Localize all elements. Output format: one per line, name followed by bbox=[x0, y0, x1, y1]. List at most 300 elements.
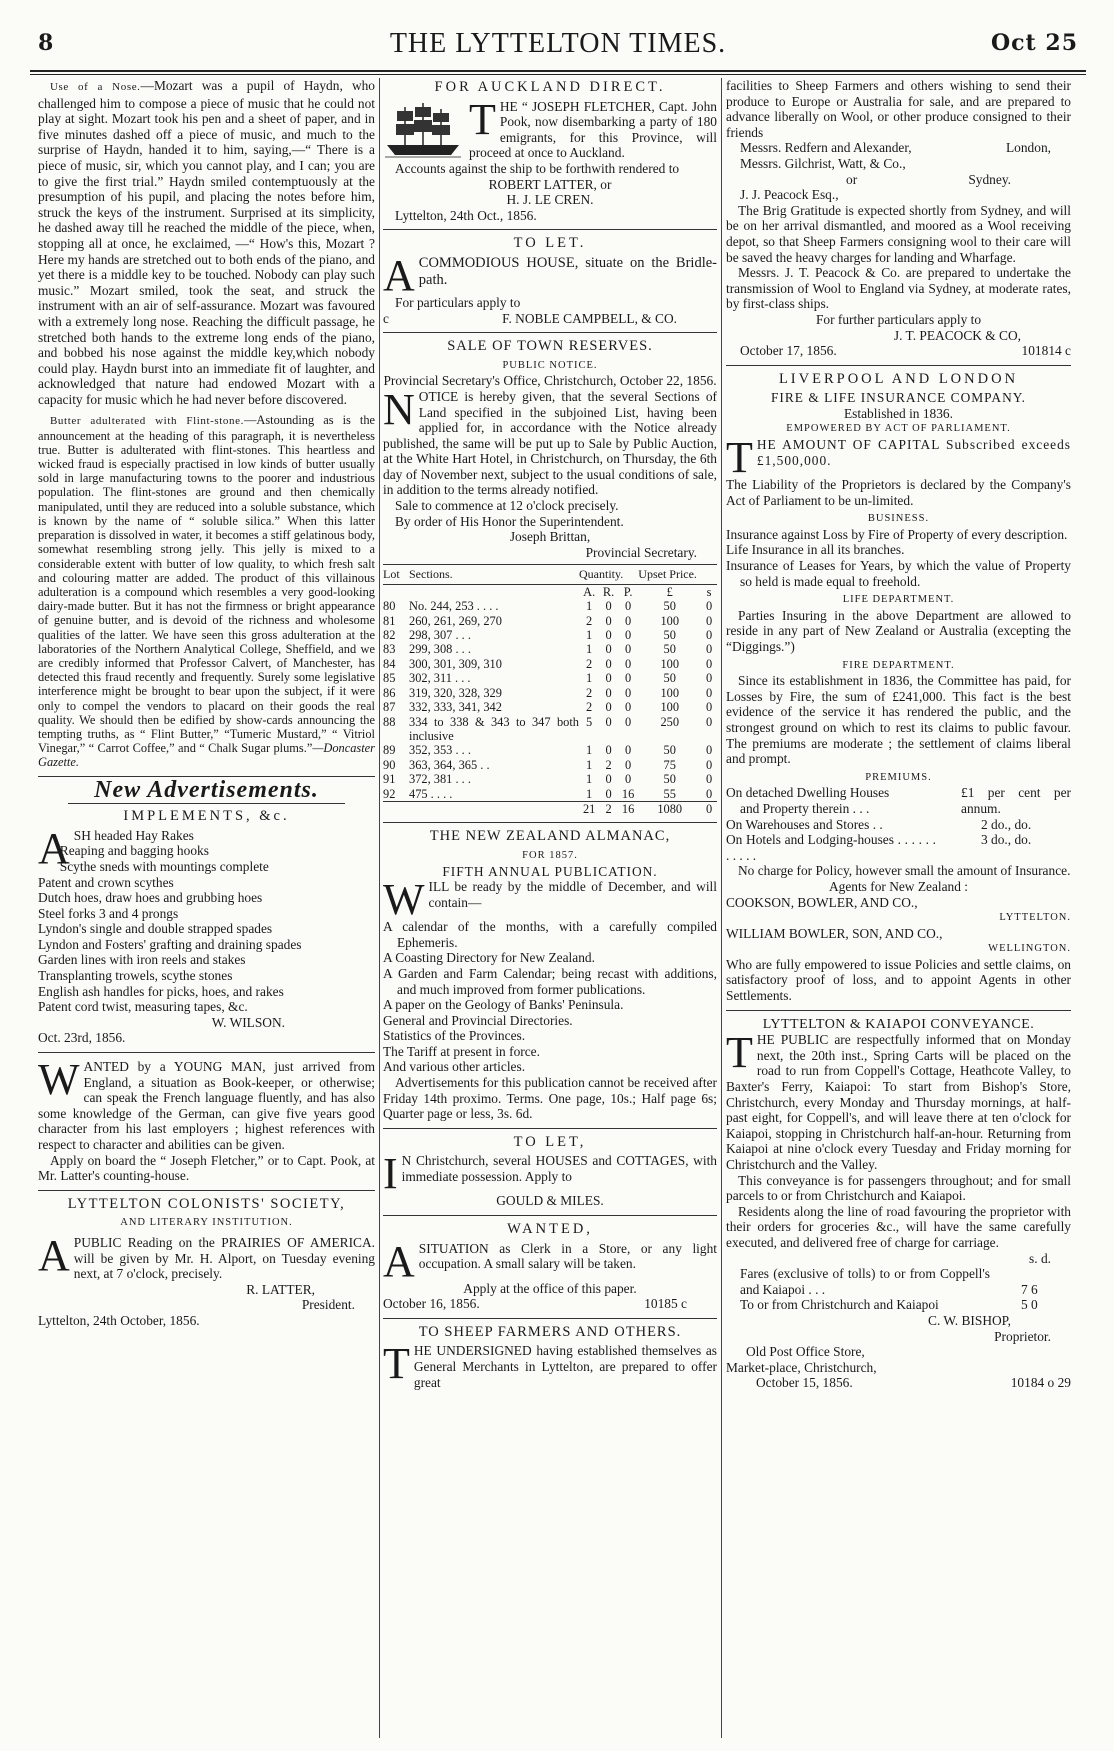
table-header: Upset Price. bbox=[638, 565, 717, 584]
advert-body: Agents for New Zealand : bbox=[828, 878, 969, 894]
advert-body: Residents along the line of road favouring the proprietor with their orders for groceries &c., will have the same carefully executed, and delivered free of charge for carriage. bbox=[726, 1203, 1071, 1250]
value-cell: 0 bbox=[625, 642, 632, 657]
almanac-item: A paper on the Geology of Banks' Peninsula. bbox=[383, 997, 624, 1013]
value-cell: 0 bbox=[605, 613, 612, 628]
advert-ref: 10184 o 29 bbox=[1010, 1375, 1071, 1391]
total-cell: 1080 bbox=[657, 801, 683, 816]
column-3 bbox=[726, 78, 1071, 1391]
value-cell: 0 bbox=[605, 656, 612, 671]
table-row bbox=[383, 700, 717, 714]
value-cell: 0 bbox=[705, 599, 713, 614]
insurance-advert bbox=[726, 372, 1071, 1004]
lot-cell: 80 bbox=[383, 599, 396, 614]
value-cell: 0 bbox=[605, 700, 612, 715]
auckland-advert bbox=[383, 80, 717, 223]
implements-list bbox=[38, 843, 375, 1015]
drop-cap: I bbox=[383, 1149, 398, 1199]
lot-cell: 85 bbox=[383, 671, 396, 686]
drop-cap: T bbox=[469, 94, 496, 144]
divider bbox=[726, 365, 1071, 366]
value-cell: 0 bbox=[625, 613, 632, 628]
unit-label: £ bbox=[666, 584, 673, 599]
implement-item: Lyndon and Fosters' grafting and draining spades bbox=[38, 936, 302, 952]
agent-city: London, bbox=[1005, 140, 1051, 156]
sheep-farmers-advert-continued bbox=[726, 78, 1071, 359]
almanac-item: A Garden and Farm Calendar; being recast with additions, and much improved from former publications. bbox=[383, 965, 717, 997]
value-cell: 0 bbox=[705, 613, 713, 628]
value-cell: 0 bbox=[625, 714, 632, 729]
value-cell: 0 bbox=[625, 757, 632, 772]
almanac-item: A calendar of the months, with a carefully compiled Ephemeris. bbox=[383, 919, 717, 950]
advert-body: PUBLIC Reading on the PRAIRIES OF AMERICA. will be given by Mr. H. Alport, on Tuesday evening next, at 7 o'clock, precisely. bbox=[73, 1234, 375, 1282]
value-cell: 0 bbox=[705, 642, 713, 657]
lots-table bbox=[383, 564, 717, 816]
advert-date: October 16, 1856. bbox=[383, 1296, 480, 1312]
implement-item: Dutch hoes, draw hoes and grubbing hoes bbox=[38, 890, 263, 906]
premium-rate: £1 per cent per annum. bbox=[961, 785, 1071, 816]
sections-cell: 260, 261, 269, 270 bbox=[409, 613, 502, 628]
drop-cap: W bbox=[383, 875, 425, 925]
lot-cell: 89 bbox=[383, 743, 396, 758]
business-item: Insurance against Loss by Fire of Property of every description. bbox=[726, 526, 1068, 542]
table-row bbox=[383, 772, 717, 786]
table-row bbox=[383, 787, 717, 802]
implement-item: Transplanting trowels, scythe stones bbox=[38, 968, 233, 984]
advert-signature: H. J. LE CREN. bbox=[506, 192, 594, 208]
article-body: —Astounding as is the announcement at the heading of this paragraph, it is nevertheless true. Butter is adulterated with flint-stones. This heartless and wicked fraud is especially practised in low kinds of butter usually sold in large manufacturing towns to the poorer and industrious population. The flint-stones are ground and then chemically manipulated, until they are reduced into a soluble substance, which is known by the name of “ soluble silica.” When this latter preparation is dissolved in water, it becomes a stiff gelatinous body, somewhat resembling strong jelly. This jelly is mixed to a considerable extent with butter of low quality, to which fresh salt and colouring matter are added. The product of this villainous adulteration is a compound which resembles a very good-looking dairy-made butter. But it has not the firmness or bright appearance of genuine butter, and is devoid of the richness and wholesome qualities of the latter. We have seen this gross adulteration at the laboratories of the Northern Analytical College, Sheffield, and we are credibly informed that Professor Calvert, of Manchester, has detected this fraud recently and frequently. Surely some legislative interference might be brought to bear upon the subject, if it were only to compel the vendors to placard on their goods the real quality. We should then be edified by show-cards announcing the tempting truths, as “ Flint Butter,” “Tumeric Mustard,” “ Vitriol Vinegar,” “ Carrot Coffee,” and “ Chalk Sugar plums.” bbox=[38, 413, 376, 756]
column-2 bbox=[383, 78, 717, 1390]
divider bbox=[38, 1052, 375, 1053]
value-cell: 0 bbox=[705, 714, 713, 729]
advert-subheading: AND LITERARY INSTITUTION. bbox=[120, 1217, 293, 1229]
premium-label: and Property therein . . . bbox=[740, 800, 870, 816]
value-cell: 0 bbox=[625, 743, 632, 758]
fare-label: To or from Christchurch and Kaiapoi bbox=[740, 1297, 939, 1313]
drop-cap: T bbox=[726, 1028, 753, 1078]
table-row bbox=[383, 614, 717, 628]
drop-cap: A bbox=[383, 250, 415, 300]
table-row bbox=[383, 715, 717, 744]
drop-cap: T bbox=[383, 1339, 410, 1389]
value-cell: 1 bbox=[586, 671, 593, 686]
value-cell: 0 bbox=[705, 656, 713, 671]
value-cell: 2 bbox=[586, 613, 593, 628]
lot-cell: 86 bbox=[383, 685, 396, 700]
value-cell: 100 bbox=[660, 700, 680, 715]
advert-body: No charge for Policy, however small the amount of Insurance. bbox=[738, 863, 1071, 879]
value-cell: 0 bbox=[625, 700, 632, 715]
advert-address: Market-place, Christchurch, bbox=[726, 1359, 877, 1375]
value-cell: 0 bbox=[605, 685, 612, 700]
value-cell: 0 bbox=[605, 628, 612, 643]
advert-signature: Joseph Brittan, bbox=[509, 529, 591, 545]
implement-item: English ash handles for picks, hoes, and rakes bbox=[38, 983, 284, 999]
sections-cell: 372, 381 . . . bbox=[409, 772, 471, 787]
value-cell: 0 bbox=[605, 642, 612, 657]
value-cell: 0 bbox=[625, 599, 632, 614]
advert-body: HE PUBLIC are respectfully informed that on Monday next, the 20th inst., Spring Carts will be placed on the road to run from Coppell's Cottage, Heathcote Valley, to Baxter's Ferry, Kaiapoi: To start from Bishop's Store, Christchurch, every Monday and Thursday mornings, at half-past eight, for Coppell's, and will leave there at ten o'clock for Kaiapoi, stopping in Christchurch half-an-hour. Returning from Kaiapoi at nine o'clock every Tuesday and Friday morning for Christchurch and the Valley. bbox=[726, 1032, 1071, 1172]
implement-item: Scythe sneds with mountings complete bbox=[59, 858, 269, 874]
agent-name: Messrs. Redfern and Alexander, bbox=[740, 140, 912, 156]
value-cell: 2 bbox=[586, 656, 593, 671]
issue-date: Oct 25 bbox=[991, 30, 1078, 56]
value-cell: 0 bbox=[605, 772, 612, 787]
advert-heading: TO SHEEP FARMERS AND OTHERS. bbox=[418, 1323, 682, 1340]
divider bbox=[383, 229, 717, 230]
value-cell: 0 bbox=[625, 628, 632, 643]
lots-table-body bbox=[383, 599, 717, 801]
business-item: Life Insurance in all its branches. bbox=[726, 542, 905, 558]
implement-item: Steel forks 3 and 4 prongs bbox=[38, 905, 179, 921]
advert-signature: C. W. BISHOP, bbox=[928, 1312, 1011, 1328]
advert-body: ANTED by a YOUNG MAN, just arrived from England, a situation as Book-keeper, or otherwise; can speak the French language fluently, and has also some knowledge of the German, can give five years good character from his last employers ; highest references with respect to character and abilities can be given. bbox=[38, 1059, 375, 1153]
business-item: Insurance of Leases for Years, by which the value of Property so held is made equal to freehold. bbox=[726, 558, 1071, 589]
sections-cell: 334 to 338 & 343 to 347 both inclusive bbox=[409, 714, 579, 743]
drop-cap: A bbox=[383, 1236, 415, 1286]
advert-body: HE UNDERSIGNED having established themselves as General Merchants in Lyttelton, are prepared to offer great bbox=[413, 1343, 717, 1390]
almanac-item: The Tariff at present in force. bbox=[383, 1043, 540, 1059]
almanac-item: A Coasting Directory for New Zealand. bbox=[383, 950, 595, 966]
advert-body: For further particulars apply to bbox=[815, 311, 982, 327]
divider bbox=[383, 822, 717, 823]
implements-advert bbox=[38, 809, 375, 1046]
lot-cell: 88 bbox=[383, 714, 396, 729]
value-cell: 0 bbox=[705, 628, 713, 643]
lot-cell: 82 bbox=[383, 628, 396, 643]
implement-item: Lyndon's single and double strapped spades bbox=[38, 921, 273, 937]
value-cell: 250 bbox=[660, 714, 680, 729]
ship-icon bbox=[383, 99, 463, 161]
advert-body: HE “ JOSEPH FLETCHER, Capt. John Pook, now disembarking a party of 180 emigrants, for this Province, will proceed at once to Auckland. bbox=[469, 98, 717, 161]
table-row bbox=[383, 743, 717, 757]
lot-cell: 81 bbox=[383, 613, 396, 628]
almanac-item: General and Provincial Directories. bbox=[383, 1012, 573, 1028]
drop-cap: A bbox=[38, 823, 70, 873]
advert-body: HE AMOUNT OF CAPITAL Subscribed exceeds £1,500,000. bbox=[756, 437, 1071, 468]
unit-label: A. bbox=[583, 584, 596, 599]
value-cell: 50 bbox=[663, 628, 676, 643]
value-cell: 0 bbox=[705, 700, 713, 715]
total-cell: 2 bbox=[605, 801, 612, 816]
value-cell: 5 bbox=[586, 714, 593, 729]
value-cell: 1 bbox=[586, 757, 593, 772]
implement-item: Patent cord twist, measuring tapes, &c. bbox=[38, 999, 248, 1015]
value-cell: 100 bbox=[660, 656, 680, 671]
premium-rate: 3 do., do. bbox=[981, 832, 1032, 848]
value-cell: 0 bbox=[625, 671, 632, 686]
divider bbox=[383, 1318, 717, 1319]
sheep-farmers-advert bbox=[383, 1325, 717, 1390]
value-cell: 2 bbox=[586, 685, 593, 700]
sections-cell: 475 . . . . bbox=[409, 786, 453, 801]
premium-label: On Hotels and Lodging-houses . . . . . . . . . . . bbox=[726, 832, 936, 863]
drop-cap: A bbox=[38, 1230, 70, 1280]
lot-cell: 90 bbox=[383, 757, 396, 772]
advert-item: SH headed Hay Rakes bbox=[73, 827, 194, 843]
implement-item: Reaping and bagging hooks bbox=[59, 843, 209, 859]
advert-subheading: LIFE DEPARTMENT. bbox=[842, 594, 955, 606]
divider bbox=[383, 1128, 717, 1129]
value-cell: 0 bbox=[705, 743, 713, 758]
total-cell: 0 bbox=[705, 801, 713, 816]
advert-body: facilities to Sheep Farmers and others wishing to send their produce to Europe or Australia for sale, and are prepared to advance liberally on Wool, or other produce consigned to their friends bbox=[726, 78, 1071, 140]
table-row bbox=[383, 686, 717, 700]
value-cell: 0 bbox=[605, 786, 612, 801]
value-cell: 50 bbox=[663, 671, 676, 686]
value-cell: 0 bbox=[625, 685, 632, 700]
advert-heading: LYTTELTON COLONISTS' SOCIETY, bbox=[67, 1195, 346, 1212]
value-cell: 1 bbox=[586, 786, 593, 801]
sections-cell: No. 244, 253 . . . . bbox=[409, 599, 499, 614]
advert-role: President. bbox=[301, 1297, 355, 1313]
advert-subheading: FOR 1857. bbox=[522, 849, 578, 861]
value-cell: 0 bbox=[605, 599, 612, 614]
advert-role: Proprietor. bbox=[994, 1328, 1051, 1344]
value-cell: 1 bbox=[586, 772, 593, 787]
value-cell: 0 bbox=[705, 786, 713, 801]
advert-body: COMMODIOUS HOUSE, situate on the Bridle-path. bbox=[418, 254, 717, 288]
advert-body: The Liability of the Proprietors is declared by the Company's Act of Parliament to be un-limited. bbox=[726, 477, 1071, 508]
fare-value: 5 0 bbox=[1021, 1297, 1038, 1313]
advert-mark: c bbox=[383, 310, 389, 326]
advert-body: Advertisements for this publication cannot be received after Friday 14th proximo. Terms. One page, 10s.; Half page 6s; Quarter page or less, 3s. 6d. bbox=[383, 1075, 717, 1122]
unit-label: R. bbox=[602, 584, 615, 599]
advert-body: Who are fully empowered to issue Policies and settle claims, on satisfactory proof of loss, and to appoint Agents in other Settlements. bbox=[726, 956, 1071, 1004]
value-cell: 0 bbox=[625, 772, 632, 787]
sections-cell: 363, 364, 365 . . bbox=[409, 757, 490, 772]
agent-name: COOKSON, BOWLER, AND CO., bbox=[726, 894, 918, 910]
agent-name: WILLIAM BOWLER, SON, AND CO., bbox=[726, 925, 943, 941]
value-cell: 0 bbox=[705, 671, 713, 686]
table-header: Sections. bbox=[409, 565, 579, 584]
advert-ref: 101814 c bbox=[1021, 343, 1071, 359]
agent-city: WELLINGTON. bbox=[988, 943, 1071, 955]
advert-body: SITUATION as Clerk in a Store, or any light occupation. A small salary will be taken. bbox=[418, 1240, 717, 1272]
value-cell: 2 bbox=[605, 757, 612, 772]
advert-address: Old Post Office Store, bbox=[746, 1344, 865, 1360]
divider bbox=[38, 1190, 375, 1191]
advert-date: October 15, 1856. bbox=[756, 1375, 853, 1391]
advert-heading: LIVERPOOL AND LONDON bbox=[778, 370, 1019, 387]
total-cell: 16 bbox=[621, 801, 635, 816]
table-row bbox=[383, 628, 717, 642]
advert-subheading: PUBLIC NOTICE. bbox=[502, 359, 598, 371]
value-cell: 0 bbox=[705, 757, 713, 772]
value-cell: 0 bbox=[605, 714, 612, 729]
sections-cell: 319, 320, 328, 329 bbox=[409, 685, 502, 700]
advert-body: OTICE is hereby given, that the several Sections of Land specified in the subjoined List, having been applied for, in accordance with the Notice already published, the same will be put up to Sale by Public Auction, at the White Hart Hotel, in Christchurch, on Thursday, the 6th day of November next, subject to the usual conditions of sale, in addition to the terms already notified. bbox=[383, 388, 717, 498]
advert-heading: FOR AUCKLAND DIRECT. bbox=[434, 79, 666, 95]
article-body: —Mozart was a pupil of Haydn, who challenged him to compose a piece of music that he could not play at sight. Mozart took his pen and a sheet of paper, and in five minutes dashed off a piece of music, and much to the surprise of Haydn, handed it to him, saying,—“ There is a piece of music, sir, which you cannot play, and I can; you are to give the first trial.” Haydn smiled contemptuously at the presumption of his pupil, and placing the notes before him, struck the keys of the instrument. Surprised at its simplicity, he dashed away till he reached the middle of the piece, when, stopping all at once, he exclaimed, —“ How's this, Mozart ? Here my hands are stretched out to both ends of the piano, and yet there is a middle key to be touched. Nobody can play such music.” Mozart smiled, took the seat, and struck the instrument with an air of self-assurance. Mozart was favoured with a extremely long nose. Reaching the difficult passage, he stretched both hands to the extreme long ends of the piano, and bobbed his nose against the middle key,which nobody could play. Haydn burst into an immediate fit of laughter, and acknowledged that nature had endowed Mozart with a capacity for music which he had never before discovered. bbox=[38, 78, 375, 407]
value-cell: 0 bbox=[705, 685, 713, 700]
agent-city: LYTTELTON. bbox=[999, 912, 1071, 924]
divider bbox=[68, 803, 345, 804]
table-row bbox=[383, 758, 717, 772]
value-cell: 50 bbox=[663, 772, 676, 787]
table-header: Quantity. bbox=[579, 565, 638, 584]
wanted-clerk-advert bbox=[383, 1222, 717, 1312]
value-cell: 0 bbox=[705, 772, 713, 787]
value-cell: 0 bbox=[605, 743, 612, 758]
header-rule-thin bbox=[30, 74, 1086, 75]
divider bbox=[383, 332, 717, 333]
lot-cell: 92 bbox=[383, 786, 396, 801]
sections-cell: 302, 311 . . . bbox=[409, 671, 471, 686]
butter-article bbox=[38, 413, 375, 769]
advert-body: By order of His Honor the Superintendent. bbox=[395, 513, 624, 529]
article-source: —Doncaster Gazette. bbox=[38, 741, 375, 770]
value-cell: 50 bbox=[663, 599, 676, 614]
unit-label: P. bbox=[623, 584, 633, 599]
premium-label: On Warehouses and Stores . . bbox=[726, 816, 883, 832]
advert-signature: F. NOBLE CAMPBELL, & CO. bbox=[502, 310, 677, 326]
value-cell: 55 bbox=[663, 786, 676, 801]
column-1 bbox=[38, 78, 375, 1329]
newspaper-title: THE LYTTELTON TIMES. bbox=[389, 28, 727, 59]
premium-rate: 2 do., do. bbox=[981, 816, 1032, 832]
advert-heading: TO LET. bbox=[513, 235, 587, 252]
almanac-item: Statistics of the Provinces. bbox=[383, 1028, 526, 1044]
fare-value: 7 6 bbox=[1021, 1281, 1038, 1297]
advert-date: Oct. 23rd, 1856. bbox=[38, 1030, 126, 1046]
advert-heading: LYTTELTON & KAIAPOI CONVEYANCE. bbox=[762, 1016, 1035, 1032]
value-cell: 0 bbox=[625, 656, 632, 671]
agent-name: Messrs. Gilchrist, Watt, & Co., bbox=[740, 155, 906, 171]
advert-date: Lyttelton, 24th Oct., 1856. bbox=[395, 207, 537, 223]
advert-body: N Christchurch, several HOUSES and COTTAGES, with immediate possession. Apply to bbox=[401, 1153, 717, 1185]
value-cell: 50 bbox=[663, 743, 676, 758]
divider bbox=[383, 1215, 717, 1216]
value-cell: 1 bbox=[586, 628, 593, 643]
advert-heading: FIRE & LIFE INSURANCE COMPANY. bbox=[770, 390, 1027, 406]
column-divider bbox=[721, 78, 722, 1738]
advert-body: Apply at the office of this paper. bbox=[463, 1280, 637, 1296]
almanac-advert bbox=[383, 829, 717, 1122]
table-row bbox=[383, 671, 717, 685]
advert-body: Parties Insuring in the above Department are allowed to reside in any part of New Zealand or Australia (excepting the “Diggings.”) bbox=[726, 607, 1071, 654]
advert-date: Lyttelton, 24th October, 1856. bbox=[38, 1312, 200, 1328]
advert-signature: W. WILSON. bbox=[211, 1014, 285, 1030]
premium-label: On detached Dwelling Houses bbox=[726, 785, 890, 801]
advert-subheading: FIRE DEPARTMENT. bbox=[842, 659, 955, 671]
advert-office: Provincial Secretary's Office, Christchurch, October 22, 1856. bbox=[383, 373, 717, 389]
advert-body: For particulars apply to bbox=[395, 294, 521, 310]
header-rule bbox=[30, 70, 1086, 72]
sections-cell: 300, 301, 309, 310 bbox=[409, 656, 502, 671]
implement-item: Patent and crown scythes bbox=[38, 874, 174, 890]
mozart-article bbox=[38, 78, 375, 407]
value-cell: 75 bbox=[663, 757, 676, 772]
almanac-contents-list bbox=[383, 919, 717, 1075]
advert-heading: TO LET, bbox=[513, 1133, 587, 1150]
advert-subheading: EMPOWERED BY ACT OF PARLIAMENT. bbox=[786, 423, 1011, 435]
table-header: Lot bbox=[383, 565, 409, 584]
value-cell: 100 bbox=[660, 685, 680, 700]
lot-cell: 87 bbox=[383, 700, 396, 715]
drop-cap: W bbox=[38, 1055, 80, 1105]
agent-or: or bbox=[846, 171, 858, 187]
conveyance-advert bbox=[726, 1017, 1071, 1391]
sections-cell: 352, 353 . . . bbox=[409, 743, 471, 758]
advert-heading: WANTED, bbox=[507, 1221, 593, 1238]
sections-cell: 332, 333, 341, 342 bbox=[409, 700, 502, 715]
almanac-item: And various other articles. bbox=[383, 1059, 526, 1075]
section-heading: New Advertisements. bbox=[94, 776, 319, 803]
advert-body: This conveyance is for passengers throughout; and for small parcels to or from Christchurch and Kaiapoi. bbox=[726, 1172, 1071, 1204]
lot-cell: 91 bbox=[383, 772, 396, 787]
advert-body: Sale to commence at 12 o'clock precisely. bbox=[395, 498, 619, 514]
advert-subheading: BUSINESS. bbox=[867, 513, 930, 525]
fare-units: s. d. bbox=[1029, 1250, 1051, 1266]
to-let-houses-advert bbox=[383, 1135, 717, 1209]
masthead bbox=[30, 24, 1086, 64]
advert-subheading: FIFTH ANNUAL PUBLICATION. bbox=[442, 863, 658, 879]
value-cell: 0 bbox=[605, 671, 612, 686]
value-cell: 16 bbox=[621, 786, 635, 801]
value-cell: 1 bbox=[586, 642, 593, 657]
wanted-advert bbox=[38, 1055, 375, 1184]
advert-body: The Brig Gratitude is expected shortly from Sydney, and will be on her arrival dismantled, and moored as a Wool receiving depot, so that Sheep Farmers consigning wool to their care will be saved the heavy charges for landing and Wharfage. bbox=[726, 202, 1071, 265]
sections-cell: 298, 307 . . . bbox=[409, 628, 471, 643]
advert-signature: R. LATTER, bbox=[246, 1281, 315, 1297]
agent-city: Sydney. bbox=[968, 171, 1011, 187]
article-title: Butter adulterated with Flint-stone. bbox=[50, 415, 244, 428]
advert-heading: SALE OF TOWN RESERVES. bbox=[447, 338, 653, 355]
advert-ref: 10185 c bbox=[644, 1296, 687, 1312]
fare-label: Fares (exclusive of tolls) to or from Coppell's and Kaiapoi . . . bbox=[740, 1266, 990, 1297]
value-cell: 1 bbox=[586, 743, 593, 758]
value-cell: 2 bbox=[586, 700, 593, 715]
divider bbox=[726, 1010, 1071, 1011]
advert-date: October 17, 1856. bbox=[740, 343, 837, 359]
value-cell: 100 bbox=[660, 613, 680, 628]
advert-heading: THE NEW ZEALAND ALMANAC, bbox=[429, 828, 671, 845]
column-divider bbox=[379, 78, 380, 1738]
advert-subheading: Established in 1836. bbox=[844, 405, 953, 421]
unit-label: s bbox=[706, 584, 712, 599]
premiums-list bbox=[726, 785, 1071, 863]
table-row bbox=[383, 599, 717, 613]
advert-subheading: PREMIUMS. bbox=[865, 771, 932, 783]
table-row bbox=[383, 657, 717, 671]
society-advert bbox=[38, 1197, 375, 1329]
value-cell: 50 bbox=[663, 642, 676, 657]
lot-cell: 83 bbox=[383, 642, 396, 657]
town-reserves-advert bbox=[383, 339, 717, 816]
advert-body: Apply on board the “ Joseph Fletcher,” or to Capt. Pook, at Mr. Latter's counting-house. bbox=[38, 1152, 375, 1184]
advert-signature: J. T. PEACOCK & CO, bbox=[893, 327, 1021, 343]
advert-body: Accounts against the ship to be forthwith rendered to bbox=[395, 160, 680, 176]
drop-cap: T bbox=[726, 433, 753, 483]
to-let-advert bbox=[383, 236, 717, 326]
table-row bbox=[383, 642, 717, 656]
page-number: 8 bbox=[38, 30, 54, 56]
lot-cell: 84 bbox=[383, 656, 396, 671]
advert-signature: GOULD & MILES. bbox=[496, 1193, 604, 1209]
total-cell: 21 bbox=[582, 801, 596, 816]
sections-cell: 299, 308 . . . bbox=[409, 642, 471, 657]
drop-cap: N bbox=[383, 384, 415, 434]
article-title: Use of a Nose. bbox=[50, 81, 141, 93]
value-cell: 1 bbox=[586, 599, 593, 614]
advert-role: Provincial Secretary. bbox=[585, 544, 697, 560]
implement-item: Garden lines with iron reels and stakes bbox=[38, 952, 246, 968]
advert-body: Messrs. J. T. Peacock & Co. are prepared to undertake the transmission of Wool to England via Sydney, at moderate rates, by first-class ships. bbox=[726, 265, 1071, 312]
advert-body: ILL be ready by the middle of December, and will contain— bbox=[428, 879, 717, 910]
advert-signature: ROBERT LATTER, or bbox=[488, 176, 612, 192]
advert-heading: IMPLEMENTS, &c. bbox=[123, 808, 290, 825]
advert-body: Since its establishment in 1836, the Committee has paid, for Losses by Fire, the sum of £241,000. This fact is the best evidence of the service it has rendered the public, and the strongest ground on which to rest its claims to public favour. The premiums are moderate ; the settlement of claims liberal and prompt. bbox=[726, 673, 1071, 767]
